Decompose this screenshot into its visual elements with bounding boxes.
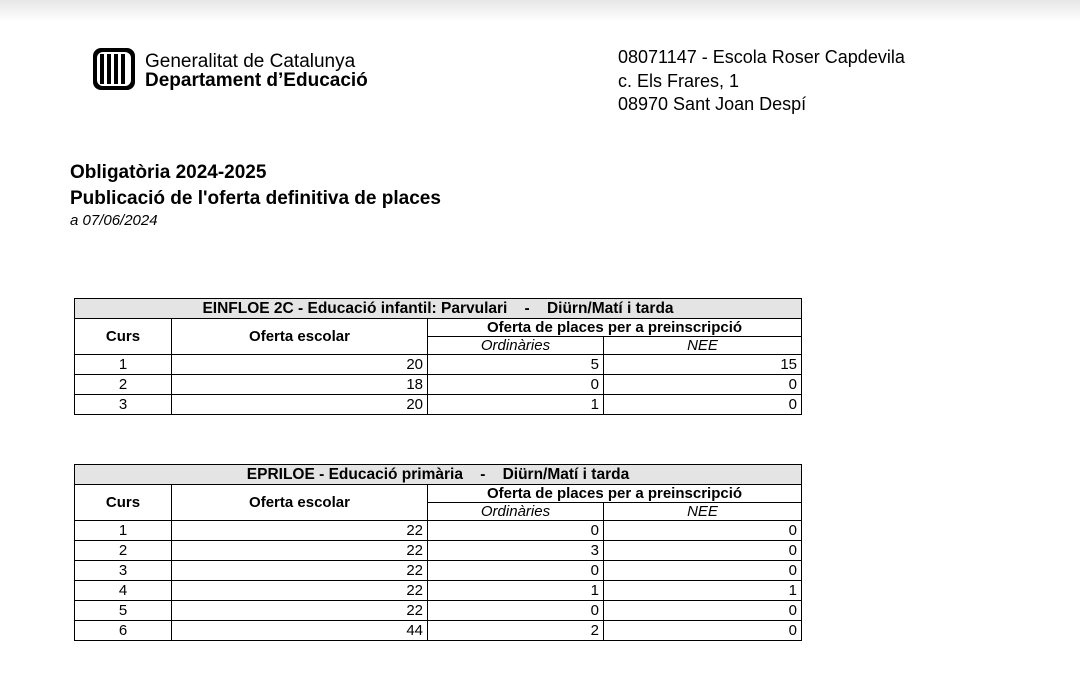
cell-nee: 15: [604, 355, 802, 375]
col-curs-header: Curs: [75, 319, 172, 355]
cell-ordinaries: 0: [428, 601, 604, 621]
offer-table-infantil: [74, 298, 802, 415]
table-row: [75, 601, 802, 621]
col-group-header: Oferta de places per a preinscripció: [428, 319, 802, 337]
table-row: [75, 541, 802, 561]
cell-nee: 0: [604, 521, 802, 541]
generalitat-logo-icon: [93, 48, 135, 90]
table-row: [75, 375, 802, 395]
school-code-name: 08071147 - Escola Roser Capdevila: [618, 47, 905, 67]
viewer-top-shade: [0, 0, 1080, 22]
table-row: [75, 581, 802, 601]
table-row: [75, 561, 802, 581]
cell-curs: 5: [75, 601, 172, 621]
cell-oferta: 22: [172, 541, 428, 561]
cell-ordinaries: 0: [428, 561, 604, 581]
cell-ordinaries: 1: [428, 581, 604, 601]
table-row: [75, 395, 802, 415]
org-line1: Generalitat de Catalunya: [145, 51, 356, 72]
cell-curs: 3: [75, 561, 172, 581]
cell-ordinaries: 0: [428, 375, 604, 395]
col-nee-header: NEE: [604, 337, 802, 355]
school-address-city: 08970 Sant Joan Despí: [618, 94, 807, 114]
cell-oferta: 22: [172, 561, 428, 581]
col-curs-header: Curs: [75, 485, 172, 521]
cell-nee: 0: [604, 561, 802, 581]
cell-oferta: 44: [172, 621, 428, 641]
col-oferta-header: Oferta escolar: [172, 485, 428, 521]
cell-oferta: 22: [172, 581, 428, 601]
cell-oferta: 18: [172, 375, 428, 395]
offer-table-primaria: [74, 464, 802, 641]
col-group-header: Oferta de places per a preinscripció: [428, 485, 802, 503]
cell-nee: 0: [604, 375, 802, 395]
cell-nee: 0: [604, 621, 802, 641]
document-title: Obligatòria 2024-2025: [70, 162, 267, 183]
school-address-street: c. Els Frares, 1: [618, 70, 740, 91]
cell-ordinaries: 0: [428, 521, 604, 541]
col-ordinaries-header: Ordinàries: [428, 503, 604, 521]
table-heading: EINFLOE 2C - Educació infantil: Parvulari - Diürn/Matí i tarda: [75, 299, 802, 319]
cell-nee: 0: [604, 395, 802, 415]
col-ordinaries-header: Ordinàries: [428, 337, 604, 355]
cell-ordinaries: 3: [428, 541, 604, 561]
cell-oferta: 22: [172, 521, 428, 541]
cell-curs: 4: [75, 581, 172, 601]
cell-curs: 1: [75, 355, 172, 375]
table-heading: EPRILOE - Educació primària - Diürn/Matí i tarda: [75, 465, 802, 485]
cell-curs: 1: [75, 521, 172, 541]
cell-nee: 0: [604, 541, 802, 561]
table-row: [75, 521, 802, 541]
table-row: [75, 621, 802, 641]
cell-ordinaries: 1: [428, 395, 604, 415]
cell-oferta: 22: [172, 601, 428, 621]
cell-nee: 0: [604, 601, 802, 621]
col-oferta-header: Oferta escolar: [172, 319, 428, 355]
cell-curs: 3: [75, 395, 172, 415]
cell-ordinaries: 5: [428, 355, 604, 375]
organization-name: [145, 52, 368, 90]
cell-curs: 2: [75, 541, 172, 561]
cell-curs: 2: [75, 375, 172, 395]
cell-curs: 6: [75, 621, 172, 641]
table-row: [75, 355, 802, 375]
school-info: [618, 46, 905, 117]
cell-ordinaries: 2: [428, 621, 604, 641]
cell-nee: 1: [604, 581, 802, 601]
cell-oferta: 20: [172, 355, 428, 375]
cell-oferta: 20: [172, 395, 428, 415]
document-titles: [70, 160, 441, 230]
document-date: a 07/06/2024: [70, 212, 158, 229]
col-nee-header: NEE: [604, 503, 802, 521]
org-line2: Departament d’Educació: [145, 70, 368, 91]
document-subtitle: Publicació de l'oferta definitiva de places: [70, 188, 441, 209]
